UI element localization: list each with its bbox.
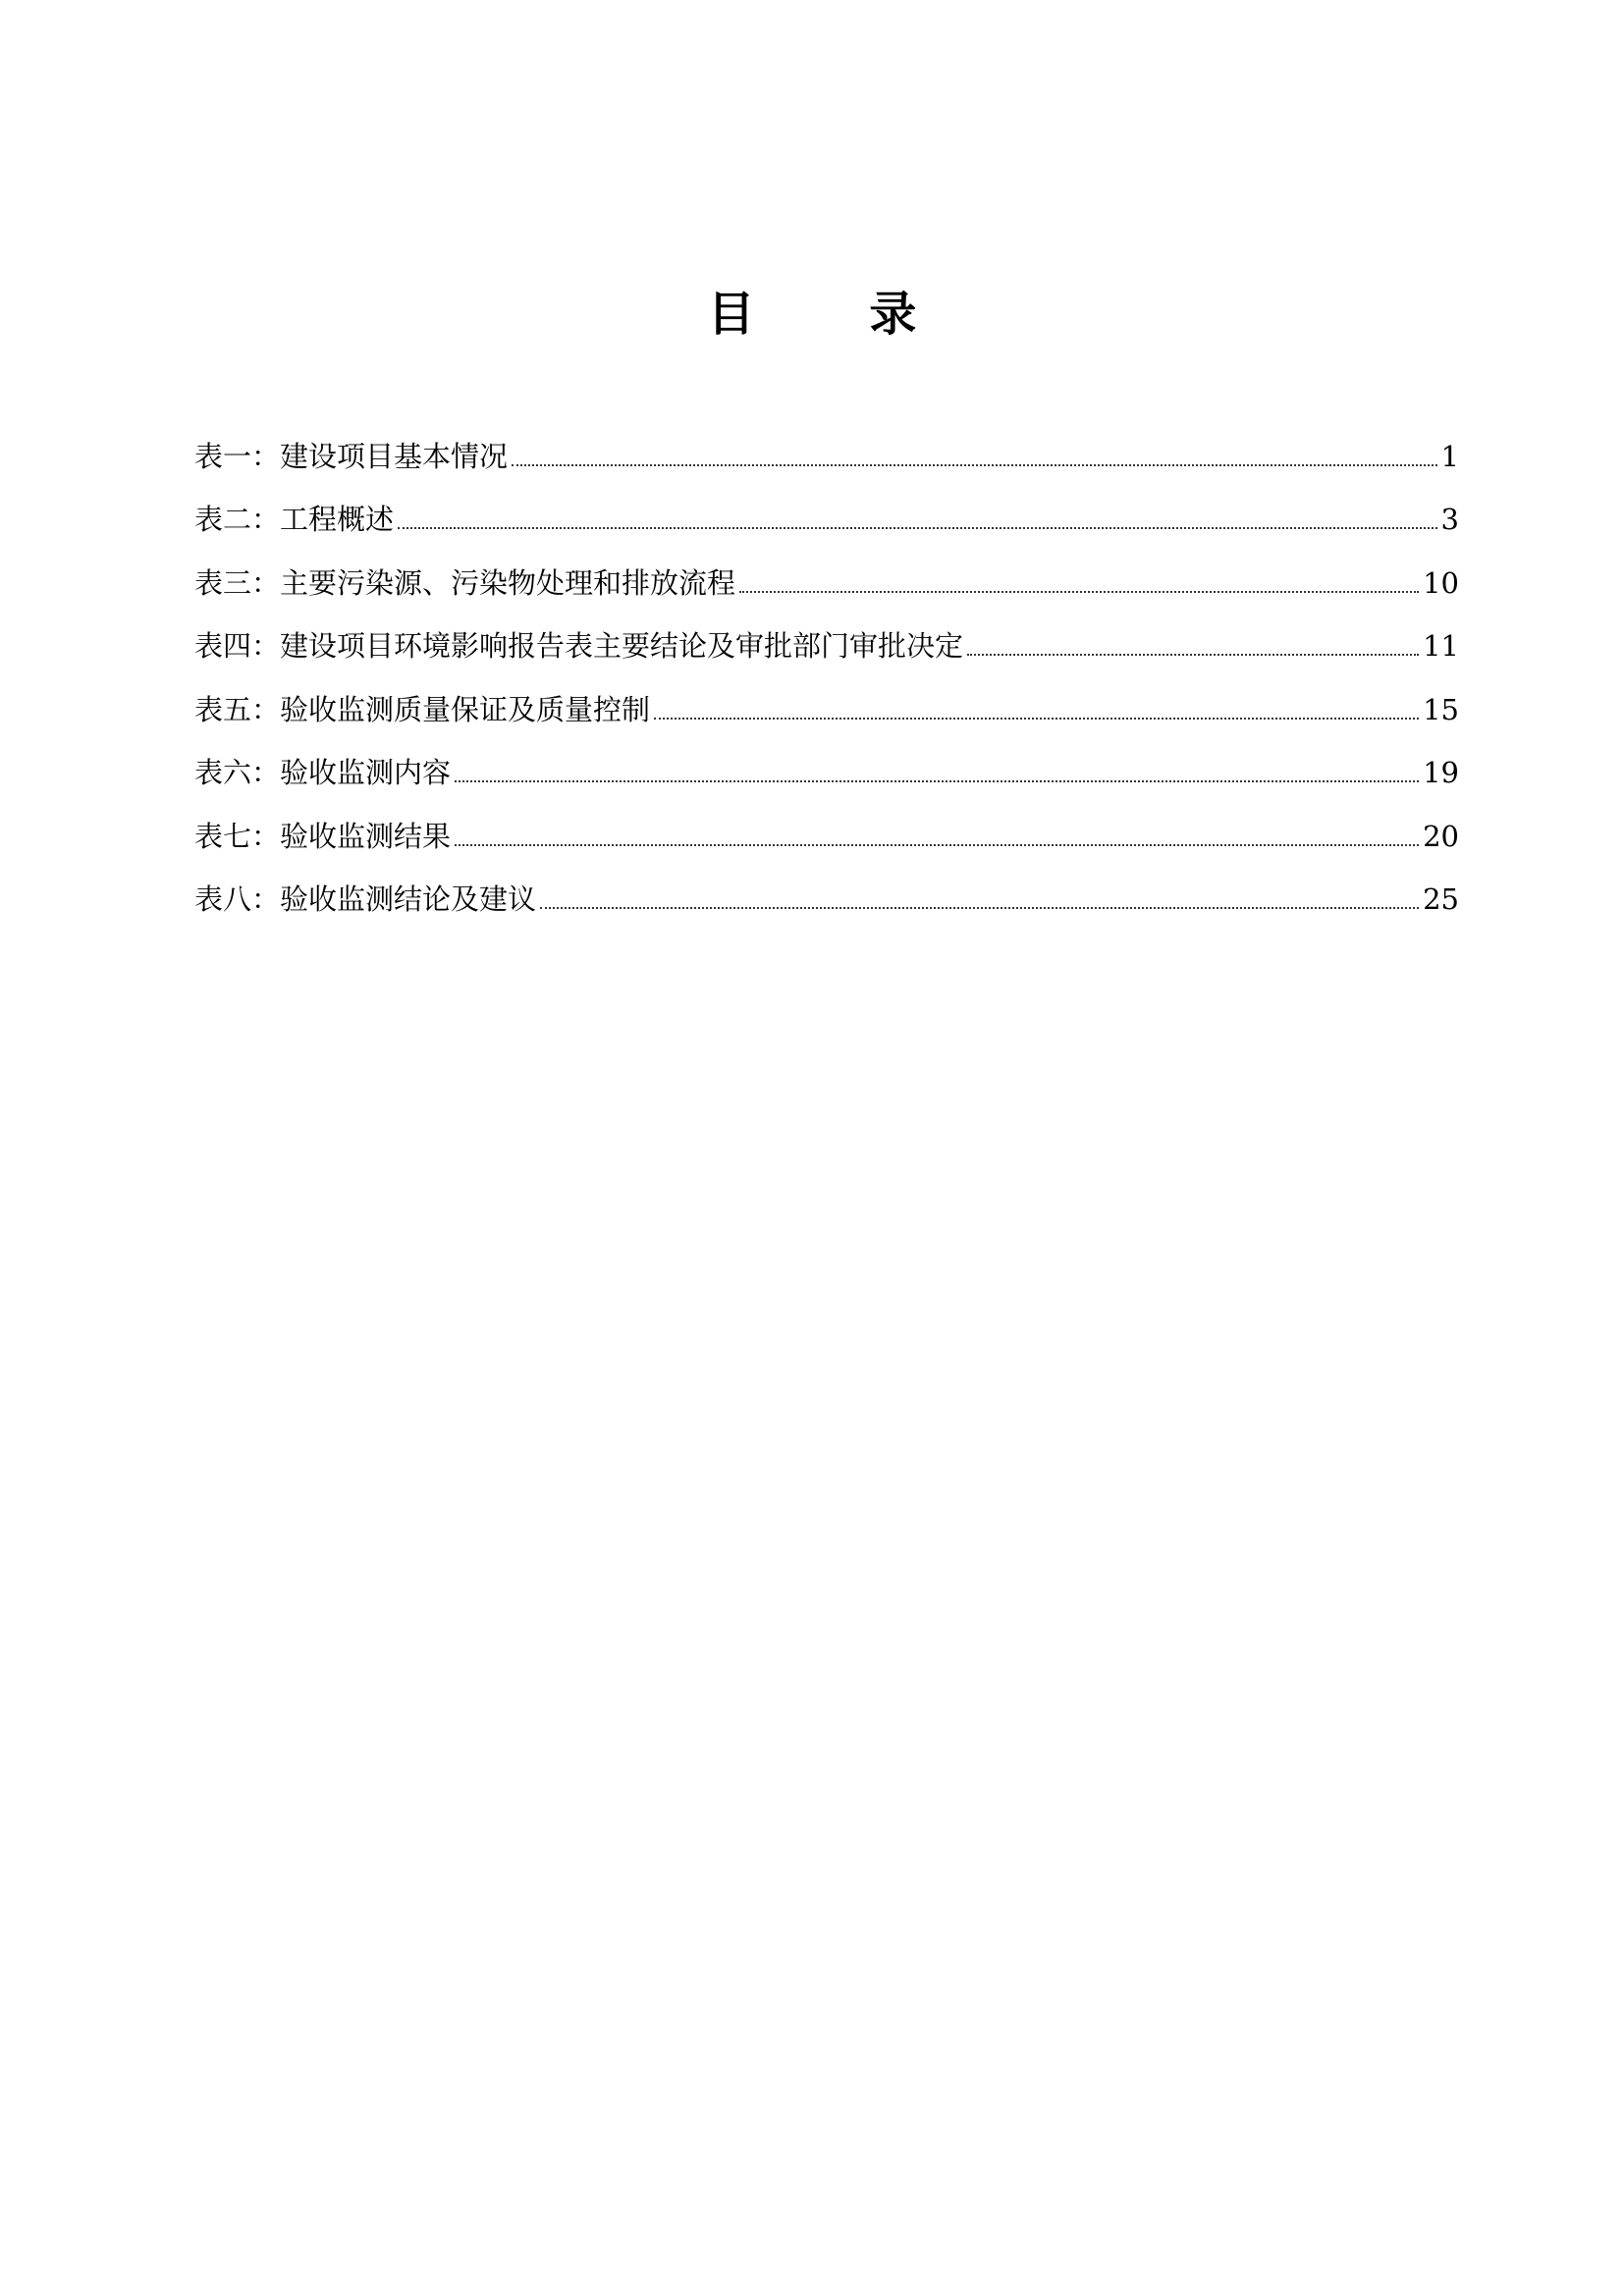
toc-entry-label: 表五：验收监测质量保证及质量控制 — [194, 692, 651, 726]
dot-leader — [398, 527, 1437, 529]
toc-entry-page-number: 1 — [1440, 439, 1459, 473]
toc-entry-8[interactable] — [194, 856, 1459, 920]
toc-entry-label: 表四：建设项目环境影响报告表主要结论及审批部门审批决定 — [194, 629, 964, 663]
toc-entry-page-number: 19 — [1423, 756, 1459, 789]
dot-leader — [512, 464, 1437, 466]
dot-leader — [455, 844, 1419, 846]
toc-entry-page-number: 25 — [1423, 882, 1459, 916]
toc-entry-page-number: 15 — [1423, 692, 1459, 726]
toc-title: 目 录 — [707, 287, 966, 342]
toc-entry-2[interactable] — [194, 476, 1459, 540]
toc-entry-1[interactable] — [194, 412, 1459, 476]
toc-entry-label: 表三：主要污染源、污染物处理和排放流程 — [194, 565, 736, 600]
dot-leader — [739, 591, 1419, 593]
dot-leader — [455, 780, 1419, 782]
toc-entry-page-number: 20 — [1423, 819, 1459, 853]
toc-entry-page-number: 3 — [1440, 503, 1459, 536]
toc-entry-label: 表八：验收监测结论及建议 — [194, 882, 537, 916]
toc-entry-page-number: 10 — [1423, 565, 1459, 600]
toc-entry-label: 表二：工程概述 — [194, 503, 395, 536]
toc-entry-6[interactable] — [194, 729, 1459, 793]
toc-entry-5[interactable] — [194, 666, 1459, 729]
dot-leader — [967, 654, 1419, 656]
toc-entry-3[interactable] — [194, 539, 1459, 603]
toc-entry-page-number: 11 — [1423, 629, 1459, 663]
toc-entry-4[interactable] — [194, 603, 1459, 667]
dot-leader — [654, 718, 1419, 720]
dot-leader — [540, 907, 1419, 909]
toc-entry-7[interactable] — [194, 792, 1459, 856]
toc-entry-label: 表一：建设项目基本情况 — [194, 439, 509, 473]
toc-entry-label: 表七：验收监测结果 — [194, 819, 452, 853]
toc-entry-label: 表六：验收监测内容 — [194, 756, 452, 789]
table-of-contents — [194, 412, 1459, 919]
